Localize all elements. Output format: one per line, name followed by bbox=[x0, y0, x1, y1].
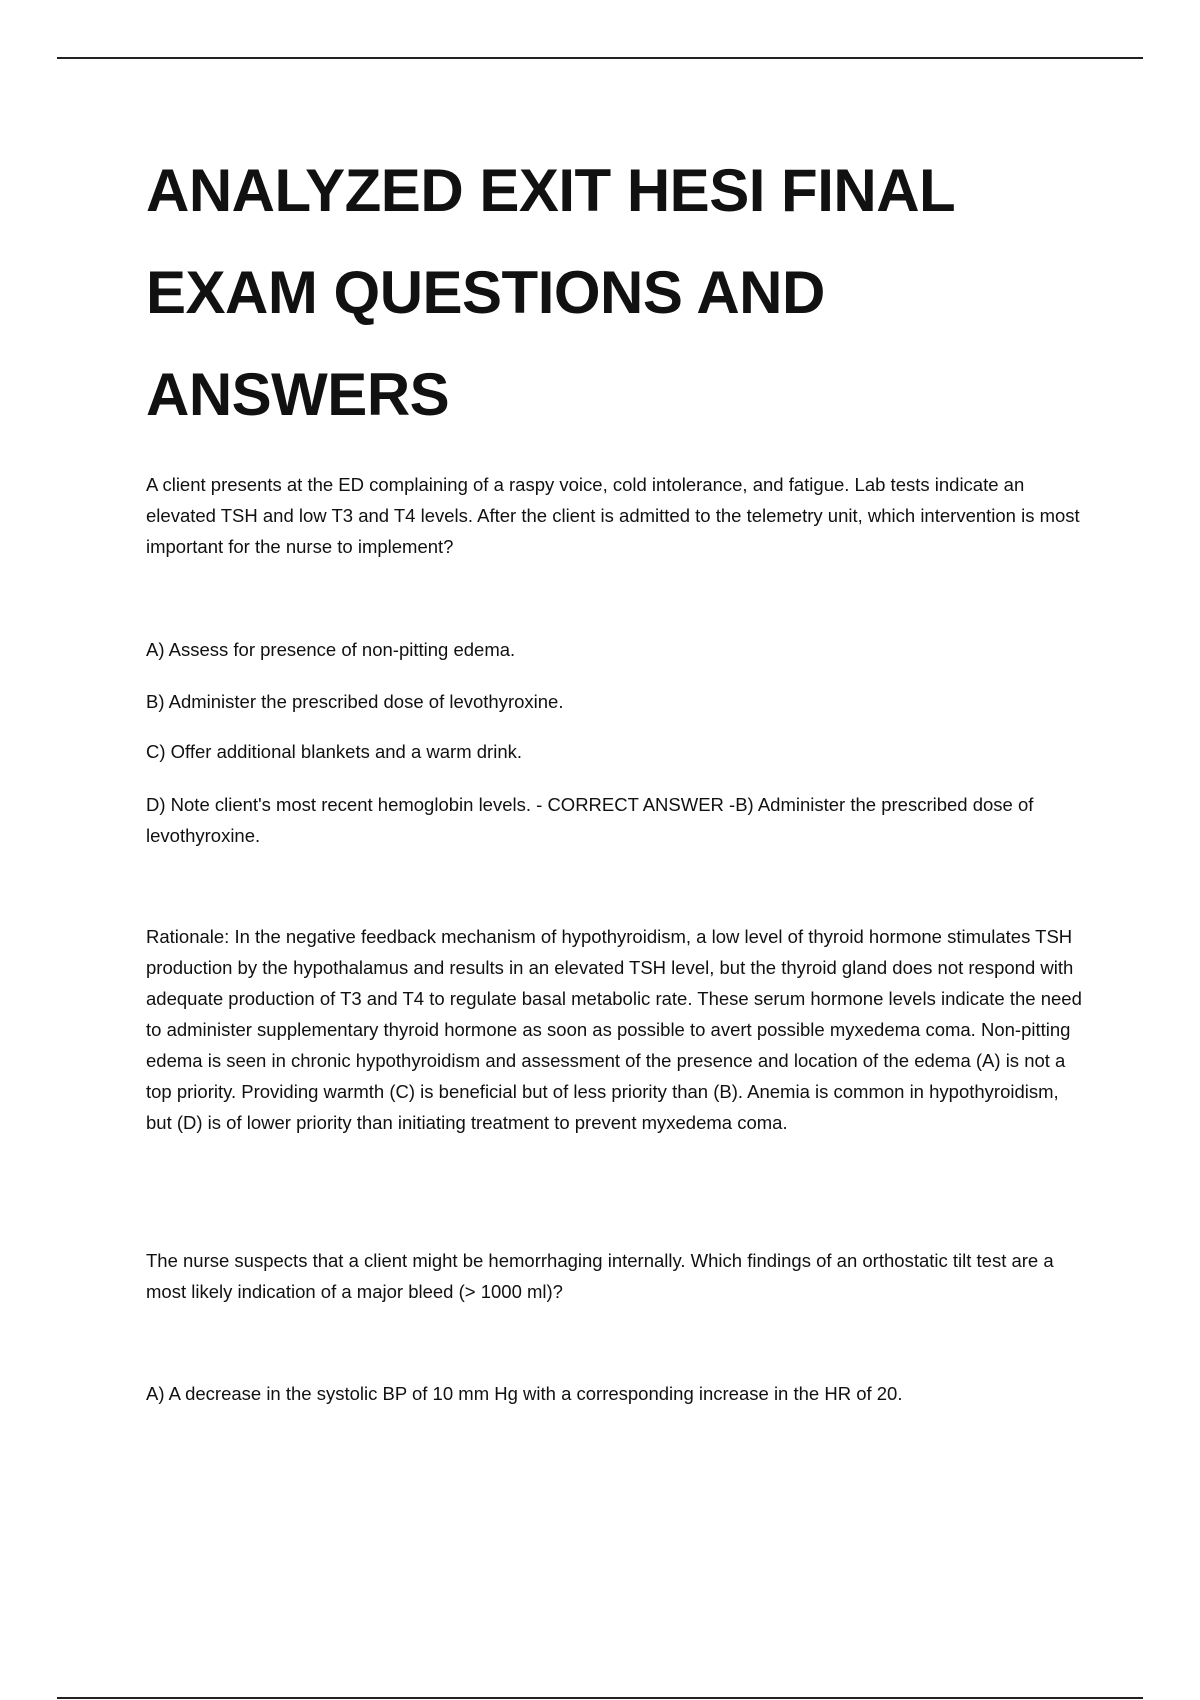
title-line-3: ANSWERS bbox=[146, 361, 450, 428]
question-1-rationale: Rationale: In the negative feedback mechanism of hypothyroidism, a low level of thyroid hormone stimulates TSH production by the hypothalamus and results in an elevated TSH level, but the thyroid gland does not respond with adequate production of T3 and T4 to regulate basal metabolic rate. These serum hormone levels indicate the need to administer supplementary thyroid hormone as soon as possible to avert possible myxedema coma. Non-pitting edema is seen in chronic hypothyroidism and assessment of the presence and location of the edema (A) is not a top priority. Providing warmth (C) is beneficial but of less priority than (B). Anemia is common in hypothyroidism, but (D) is of lower priority than initiating treatment to prevent myxedema coma. bbox=[146, 926, 1082, 1133]
question-1-option-a: A) Assess for presence of non-pitting edema. bbox=[146, 639, 516, 660]
title-line-1: ANALYZED EXIT HESI FINAL bbox=[146, 157, 956, 224]
question-1-option-d-answer: D) Note client's most recent hemoglobin levels. - CORRECT ANSWER -B) Administer the prescribed dose of levothyroxine. bbox=[146, 794, 1034, 846]
title-line-2: EXAM QUESTIONS AND bbox=[146, 259, 825, 326]
question-2-option-a: A) A decrease in the systolic BP of 10 mm Hg with a corresponding increase in the HR of 20. bbox=[146, 1383, 903, 1404]
bottom-rule bbox=[57, 1697, 1143, 1699]
document-title bbox=[146, 140, 1086, 446]
question-1-stem: A client presents at the ED complaining of a raspy voice, cold intolerance, and fatigue. Lab tests indicate an elevated TSH and low T3 and T4 levels. After the client is admitted to the telemetry unit, which intervention is most important for the nurse to implement? bbox=[146, 474, 1080, 557]
top-rule bbox=[57, 57, 1143, 59]
question-2-stem: The nurse suspects that a client might be hemorrhaging internally. Which findings of an orthostatic tilt test are a most likely indication of a major bleed (> 1000 ml)? bbox=[146, 1250, 1054, 1302]
question-1-option-c: C) Offer additional blankets and a warm drink. bbox=[146, 741, 523, 762]
question-1-option-b: B) Administer the prescribed dose of levothyroxine. bbox=[146, 691, 564, 712]
